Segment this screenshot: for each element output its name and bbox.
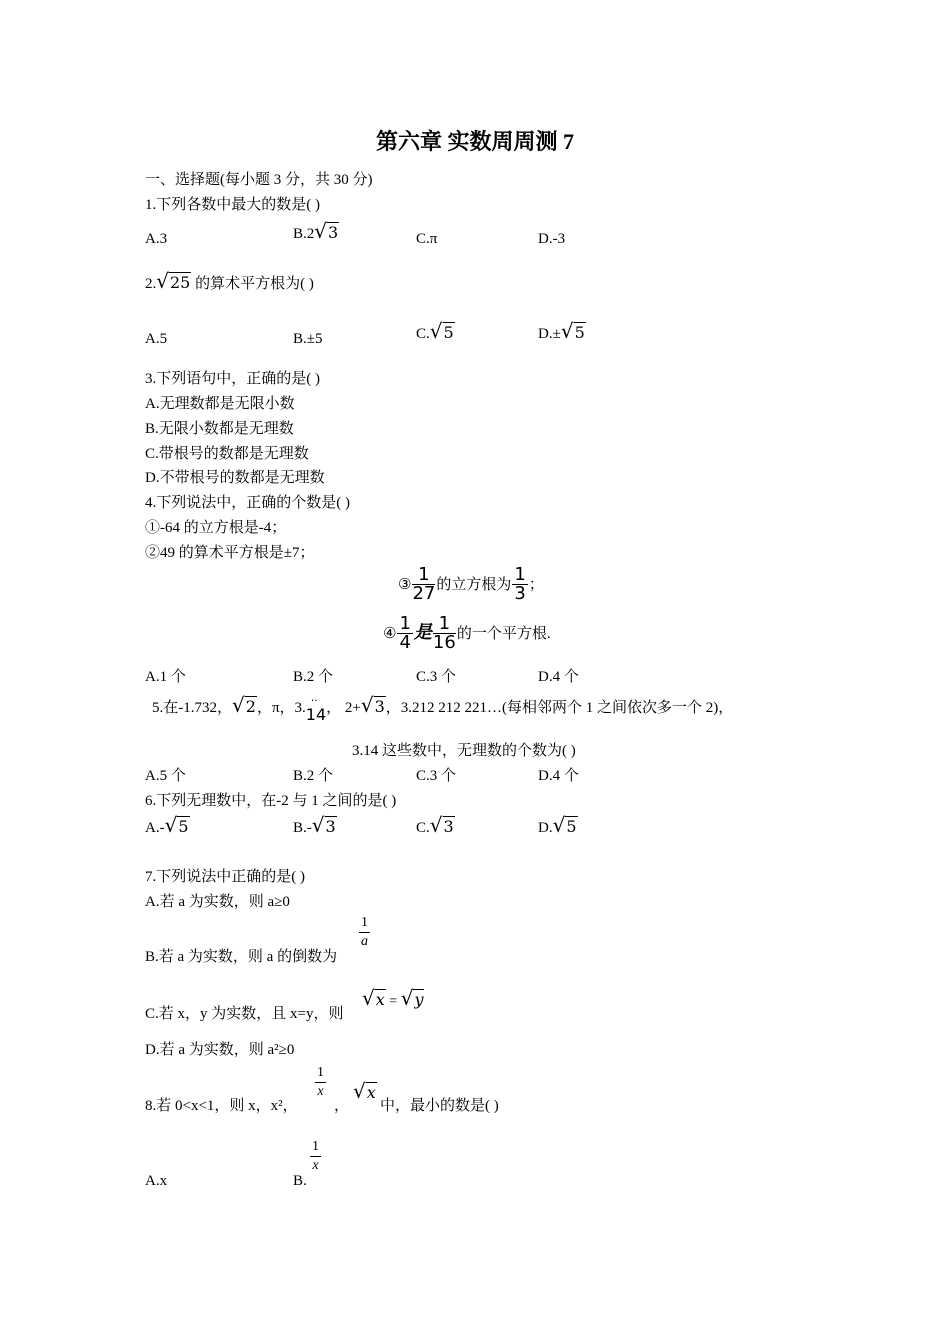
q7-option-b: B.若 a 为实数，则 a 的倒数为 [145,949,338,965]
q7-option-b-fraction: $\frac{1}{a}$ [361,915,368,949]
question-2-stem: 2.√25 的算术平方根为( ) [145,269,314,293]
q8-fraction: $\frac{1}{x}$ [317,1065,324,1099]
page-title: 第六章 实数周周测 7 [375,129,574,154]
q5-option-a: A.5 个 [145,768,186,784]
q5-option-b: B.2 个 [293,768,334,784]
q5-option-c: C.3 个 [416,768,457,784]
q4-statement-3: ③ $\frac{1}{27}$ 的立方根为 $\frac{1}{3}$ ； [398,564,544,604]
q6-option-b: B.-√3 [293,813,336,837]
q8-option-b-fraction: $\frac{1}{x}$ [312,1139,319,1173]
q1-option-c: C.π [416,231,438,247]
question-1-stem: 1.下列各数中最大的数是( ) [145,197,320,213]
q4-option-b: B.2 个 [293,669,334,685]
q2-option-d: D.±√5 [538,319,585,343]
q3-option-a: A.无理数都是无限小数 [145,396,295,412]
q2-option-b: B.±5 [293,331,323,347]
q2-option-a: A.5 [145,331,168,347]
q1-option-b: B.2√3 [293,219,339,243]
q4-statement-2: ②49 的算术平方根是±7； [145,545,315,561]
q4-option-d: D.4 个 [538,669,579,685]
question-4-stem: 4.下列说法中，正确的个数是( ) [145,495,350,511]
q6-option-c: C.√3 [416,813,454,837]
q3-option-d: D.不带根号的数都是无理数 [145,470,325,486]
q4-statement-4: ④ $\frac{1}{4}$ 是 $\frac{1}{16}$ 的一个平方根. [383,613,551,653]
q8-option-a: A.x [145,1173,168,1189]
q6-option-a: A.-√5 [145,813,189,837]
section-heading: 一、选择题(每小题 3 分，共 30 分) [145,172,373,188]
q4-option-c: C.3 个 [416,669,457,685]
q7-option-c-formula: √x = √y [362,986,424,1010]
question-5-stem: 5.在-1.732，√2，π，3. ·· 14， 2+√3，3.212 212 221…(每相邻两个 1 之间依次多一个 2)， [152,693,734,724]
q7-option-d: D.若 a 为实数，则 a²≥0 [145,1042,295,1058]
q8-sqrt: √x [353,1079,376,1103]
q8-separator: ， [334,1098,350,1114]
q7-option-c: C.若 x，y 为实数，且 x=y，则 [145,1006,344,1022]
q8-option-b: B. [293,1173,307,1189]
q6-option-d: D.√5 [538,813,577,837]
question-3-stem: 3.下列语句中，正确的是( ) [145,371,320,387]
question-8-stem: 8.若 0<x<1，则 x，x²， [145,1098,298,1114]
q4-statement-1: ①-64 的立方根是-4； [145,520,287,536]
q1-option-d: D.-3 [538,231,566,247]
q1-option-a: A.3 [145,231,168,247]
q2-option-c: C.√5 [416,319,454,343]
q8-stem-end: 中，最小的数是( ) [380,1098,499,1114]
q3-option-c: C.带根号的数都是无理数 [145,446,309,462]
q3-option-b: B.无限小数都是无理数 [145,421,294,437]
q5-option-d: D.4 个 [538,768,579,784]
q7-option-a: A.若 a 为实数，则 a≥0 [145,894,290,910]
q4-option-a: A.1 个 [145,669,186,685]
question-7-stem: 7.下列说法中正确的是( ) [145,869,305,885]
question-5-line-2: 3.14 这些数中，无理数的个数为( ) [352,743,576,759]
question-6-stem: 6.下列无理数中，在-2 与 1 之间的是( ) [145,793,397,809]
